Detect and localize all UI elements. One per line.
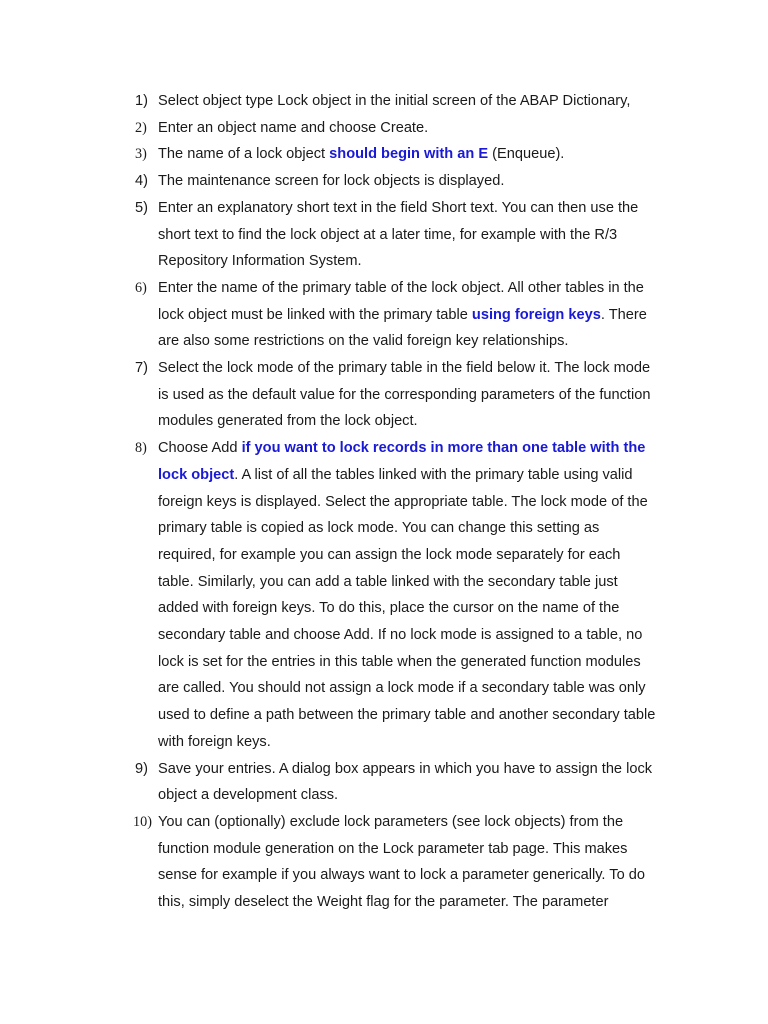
step-3 bbox=[0, 141, 768, 168]
document-page bbox=[0, 88, 768, 916]
step-8 bbox=[0, 435, 768, 755]
step-number: 9) bbox=[135, 760, 148, 777]
step-text: Select object type Lock object in the initial screen of the ABAP Dictionary, bbox=[158, 93, 631, 109]
step-text: . A list of all the tables linked with the primary table using valid foreign keys is displayed. Select the appropriate table. The lock mode of the primary table is copied as lock mode. You can change this setting as required, for example you can assign the lock mode separately for each table. Similarly, you can add a table linked with the secondary table just added with foreign keys. To do this, place the cursor on the name of the secondary table and choose Add. If no lock mode is assigned to a table, no lock is set for the entries in this table when the generated function modules are called. You should not assign a lock mode if a secondary table was only used to define a path between the primary table and another secondary table with foreign keys. bbox=[158, 466, 656, 750]
step-text: Select the lock mode of the primary table in the field below it. The lock mode is used as the default value for the corresponding parameters of the function modules generated from the lock object. bbox=[158, 360, 651, 430]
step-number: 10) bbox=[133, 813, 152, 830]
step-text: Save your entries. A dialog box appears in which you have to assign the lock object a development class. bbox=[158, 760, 653, 804]
step-number: 4) bbox=[135, 173, 148, 190]
step-number: 8) bbox=[135, 440, 147, 457]
step-number: 7) bbox=[135, 360, 148, 377]
step-text: Enter the name of the primary table of the lock object. All other tables in the lock object must be linked with the primary table bbox=[158, 279, 644, 323]
step-2 bbox=[0, 115, 768, 142]
step-10 bbox=[0, 809, 768, 916]
emphasized-text: using foreign keys bbox=[471, 306, 601, 323]
step-number: 2) bbox=[135, 119, 147, 136]
step-1 bbox=[0, 88, 768, 115]
step-4 bbox=[0, 168, 768, 195]
step-number: 6) bbox=[135, 279, 147, 296]
step-text: The maintenance screen for lock objects is displayed. bbox=[158, 173, 505, 190]
step-text: The name of a lock object bbox=[158, 146, 330, 163]
step-text: . There are also some restrictions on the valid foreign key relationships. bbox=[158, 306, 647, 350]
step-6 bbox=[0, 275, 768, 355]
step-number: 5) bbox=[135, 199, 148, 216]
steps-list bbox=[0, 88, 768, 916]
step-text: Choose Add bbox=[158, 440, 242, 457]
step-7 bbox=[0, 355, 768, 435]
step-text: (Enqueue). bbox=[488, 146, 565, 163]
emphasized-text: should begin with an E bbox=[329, 146, 489, 163]
step-number: 1) bbox=[135, 93, 148, 109]
step-text: You can (optionally) exclude lock parameters (see lock objects) from the function module generation on the Lock parameter tab page. This makes sense for example if you always want to lock a parameter generically. To do this, simply deselect the Weight flag for the parameter. The parameter bbox=[158, 813, 645, 911]
step-text: Enter an explanatory short text in the field Short text. You can then use the short text to find the lock object at a later time, for example with the R/3 Repository Information System. bbox=[158, 199, 639, 270]
step-9 bbox=[0, 756, 768, 809]
emphasized-text: if you want to lock records in more than one table with the lock object bbox=[158, 440, 646, 483]
step-text: Enter an object name and choose Create. bbox=[158, 119, 429, 136]
step-5 bbox=[0, 195, 768, 275]
step-number: 3) bbox=[135, 146, 147, 163]
